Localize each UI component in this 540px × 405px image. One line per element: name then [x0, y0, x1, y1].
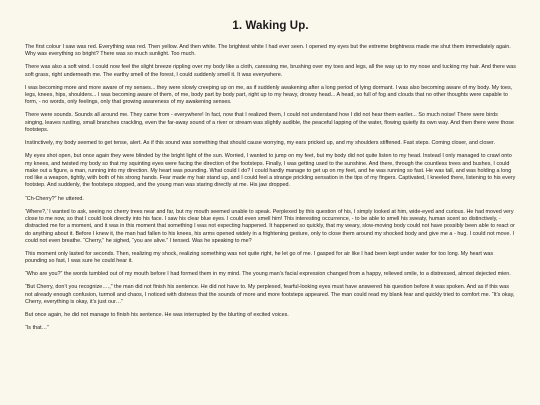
chapter-title: 1. Waking Up. — [232, 20, 309, 32]
paragraph: ‘Where?,’ I wanted to ask, seeing no cherry trees near and far, but my mouth seemed unable to speak. Perplexed by this question of his, I simply looked at him, wide-eyed and curious. He had moved very close to me now, so that I could look directly into his face. I saw his clear blue eyes. I could even smell him! This interesting occurrence, - to be able to smell his sweaty, human scent so distinctively, - distracted me for a moment, and it was in this moment that something I was not expecting happened. It happened so quickly, that my weary, slow-moving body could not have possibly been able to react or do anything about it. Before I knew it, the man had fallen to his knees, his arms opened widely in a frightening gesture, only to close them around my shocked body and give me a - hug. I could not move. I could not even breathe. “Cherry,” he sighed, “you are alive.” I tensed. Was he speaking to me? — [25, 208, 515, 244]
paragraph: But once again, he did not manage to finish his sentence. He was interrupted by the blurting of excited voices. — [25, 312, 289, 319]
paragraph: I was becoming more and more aware of my senses... they were slowly creeping up on me, as if suddenly awakening after a long period of lying dormant. I was also becoming aware of my body. My toes, legs, knees, hips, shoulders... I was becoming aware of them, of me, body part by body part, right up to my heavy, drowsy head... A head, so full of fog and clouds that no other thoughts were capable to form, - no words, only feelings, only that growing awareness of my awakening senses. — [25, 84, 513, 106]
paragraph: There was also a soft wind. I could now feel the slight breeze rippling over my body like a cloth, caressing me, brushing over my toes and legs, all the way up to my nose and tucking my hair. And there was soft grass, right underneath me. The earthy smell of the forest, I could suddenly smell it. It was everywhere. — [25, 64, 517, 78]
paragraph: My eyes shot open, but once again they were blinded by the bright light of the sun. Worried, I wanted to jump on my feet, but my body did not quite listen to my head. Instead I only managed to crawl onto my knees, and twisted my body so that my squinting eyes were facing the direction of the footsteps. Finally, I was getting used to the sunshine. And there, through the countless trees and bushes, I could make out a figure, a man, running into my direction. My heart was pounding. What could I do? I could hardly manage to get up on my feet, and he was running so fast. He was tall, and was holding a long rod like a weapon, tightly, with both of his strong hands. Fear made my hair stand up, and I could feel a strange prickling sensation in the tips of my fingers. Captivated, I kneeled there, listening to his every footstep. And suddenly, the footsteps stopped, and the young man was staring directly at me. His jaw dropped. — [25, 153, 516, 189]
paragraph: There were sounds. Sounds all around me. They came from - everywhere! In fact, now that I realized them, I could not understand how I did not hear them earlier... So much noise! There were birds singing, leaves rustling, small branches crackling, even the far-away sound of a river or stream was slightly audible, the peaceful lapping of the water, flowing quietly its own way. And then there were those footsteps. — [25, 112, 514, 134]
chapter-body — [25, 44, 516, 332]
paragraph: “Who are you?” the words tumbled out of my mouth before I had formed them in my mind. The young man’s facial expression changed from a happy, relieved smile, to a distressed, almost dejected mien. — [25, 271, 511, 278]
paragraph: “Is that…” — [25, 325, 49, 332]
paragraph: Instinctively, my body seemed to get tense, alert. As if this sound was something that should cause worrying, my ears pricked up, and my shoulders stiffened. Fast steps. Coming closer, and closer. — [25, 140, 496, 147]
paragraph: The first colour I saw was red. Everything was red. Then yellow. And then white. The brightest white I had ever seen. I opened my eyes but the extreme brightness made me shut them immediately again. Why was everything so bright? There was so much sunlight. Too much. — [25, 44, 511, 58]
paragraph: This moment only lasted for seconds. Then, realizing my shock, realizing something was not quite right, he let go of me. I gasped for air like I had been kept under water for too long. My heart was pounding so fast, I was sure he could hear it. — [25, 250, 494, 265]
paragraph: “Ch-Cherry?” he uttered. — [25, 195, 84, 202]
paragraph: “But Cherry, don’t you recognize….,” the man did not finish his sentence. He did not have to. My perplexed, fearful-looking eyes must have answered his question before it was spoken. And as if this was not already enough confusion, turmoil and chaos, I noticed with distress that the sounds of more and more footsteps appeared. The man could read my blank fear and quickly tried to comfort me. “It’s okay, Cherry, everything is okay, it’s just our…” — [25, 284, 515, 305]
